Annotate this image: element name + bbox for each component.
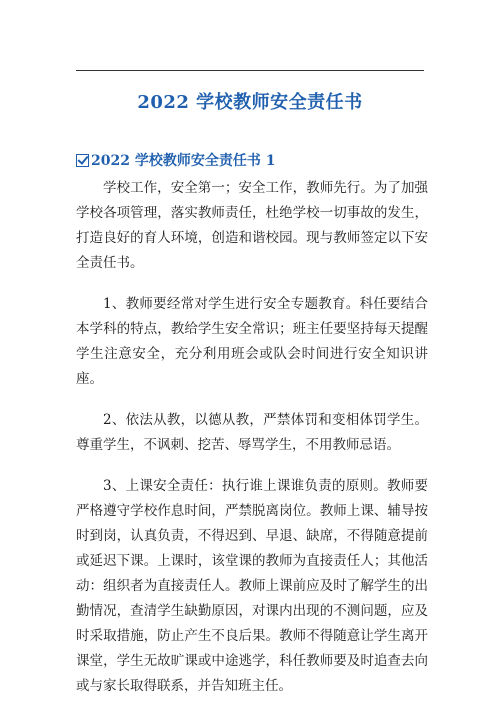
top-divider: [76, 70, 424, 71]
paragraph-intro: 学校工作，安全第一；安全工作，教师先行。为了加强学校各项管理，落实教师责任，杜绝学校一切事故的发生，打造良好的育人环境，创造和谐校园。现与教师签定以下安全责任书。: [76, 180, 428, 271]
paragraph-item-1: 1、教师要经常对学生进行安全专题教育。科任要结合本学科的特点，教给学生安全常识；班主任要坚持每天提醒学生注意安全，充分利用班会或队会时间进行安全知识讲座。: [76, 296, 428, 387]
paragraph-item-2: 2、依法从教，以德从教，严禁体罚和变相体罚学生。 尊重学生，不讽刺、挖苦、辱骂学生，不用教师忌语。: [76, 412, 437, 453]
document-title: 2022 学校教师安全责任书: [137, 92, 363, 113]
paragraph-item-3: 3、上课安全责任：执行谁上课谁负责的原则。教师要严格遵守学校作息时间，严禁脱离岗位。教师上课、辅导按时到岗，认真负责，不得迟到、早退、缺席，不得随意提前或延迟下课。上课时，该堂课的教师为直接责任人；其他活动：组织者为直接责任人。教师上课前应及时了解学生的出勤情况，查清学生缺勤原因，对课内出现的不测问题，应及时采取措施，防止产生不良后果。教师不得随意让学生离开课堂，学生无故旷课或中途逃学，科任教师要及时追查去向或与家长取得联系，并告知班主任。: [76, 478, 428, 694]
document-body: [76, 176, 437, 715]
checkbox-icon: [76, 154, 89, 167]
section-heading: [76, 150, 275, 170]
section-heading-label: 2022 学校教师安全责任书 1: [91, 153, 276, 169]
